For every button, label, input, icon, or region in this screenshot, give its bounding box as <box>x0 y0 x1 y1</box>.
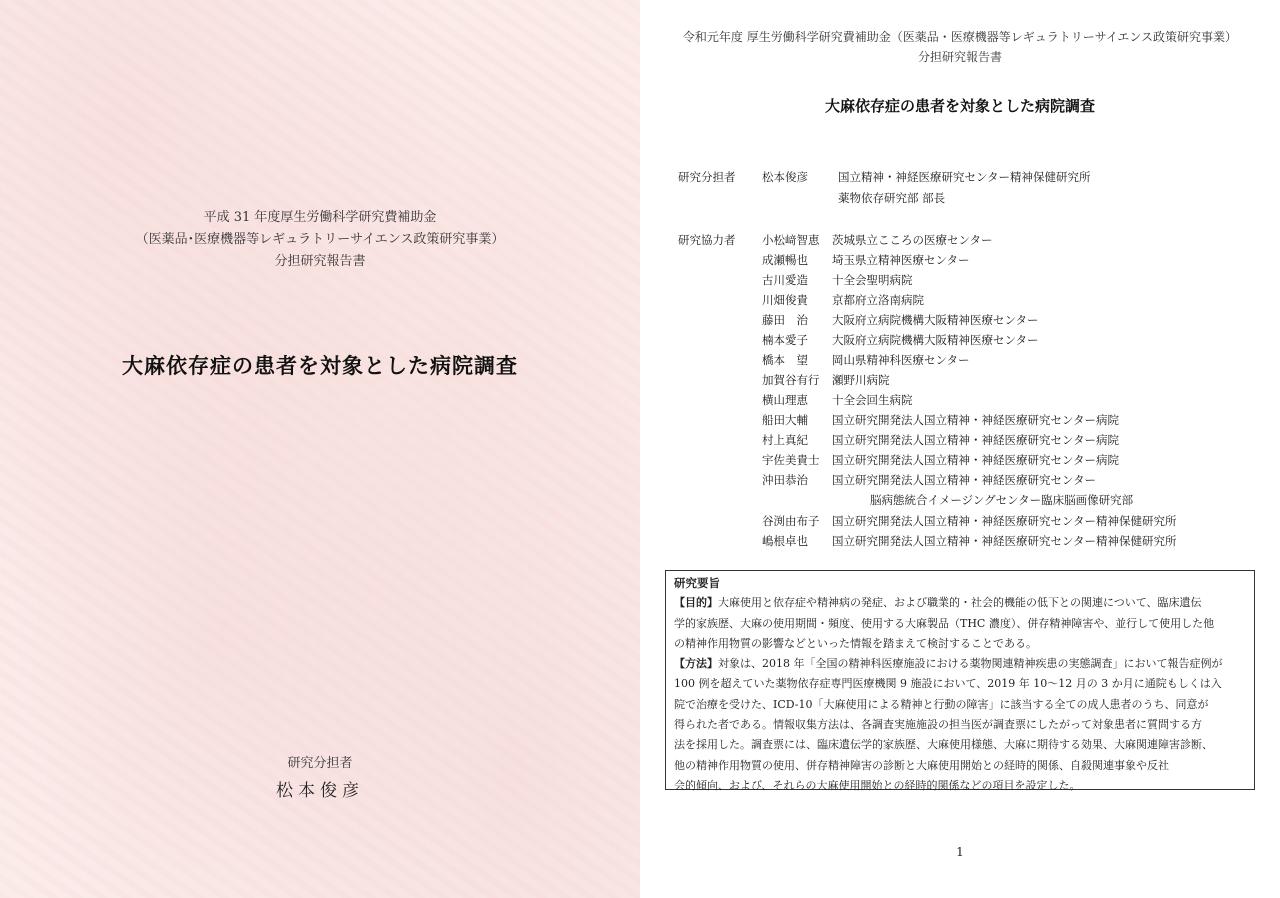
report-page <box>640 0 1280 898</box>
cover-grant-line-2: （医薬品･医療機器等レギュラトリーサイエンス政策研究事業） <box>135 232 505 247</box>
collaborator-name: 谷渕由布子 <box>762 514 820 528</box>
summary-line <box>674 654 1246 674</box>
cover-author-name: 松本俊彦 <box>276 781 364 801</box>
lead-label: 研究分担者 <box>678 170 736 184</box>
collaborator-name: 村上真紀 <box>762 433 808 447</box>
collaborator-name: 宇佐美貴士 <box>762 453 820 467</box>
collaborator-name: 横山理恵 <box>762 393 808 407</box>
collaborator-name: 小松﨑智恵 <box>762 233 820 247</box>
collaborator-affiliation: 大阪府立病院機構大阪精神医療センター <box>832 313 1039 327</box>
collaborator-affiliation: 十全会回生病院 <box>832 393 913 407</box>
summary-line: 院で治療を受けた、ICD-10「大麻使用による精神と行動の障害」に該当する全ての成人患者のうち、同意が <box>674 697 1209 711</box>
collaborator-name: 藤田 治 <box>762 313 808 327</box>
summary-line: 他の精神作用物質の使用、併存精神障害の診断と大麻使用開始との経時的関係、自殺関連事象や反社 <box>674 758 1169 772</box>
cover-grant-line-3: 分担研究報告書 <box>274 254 366 269</box>
collaborator-name: 川畑俊貴 <box>762 293 808 307</box>
cover-grant-line-1: 平成 31 年度厚生労働科学研究費補助金 <box>203 210 437 225</box>
purpose-text: 大麻使用と依存症や精神病の発症、および職業的・社会的機能の低下との関連について、臨床遺伝 <box>718 596 1202 610</box>
cover-author-role: 研究分担者 <box>287 756 353 771</box>
collaborator-name: 嶋根卓也 <box>762 534 808 548</box>
collaborator-affiliation: 瀬野川病院 <box>832 373 890 387</box>
collaborator-affiliation: 脳病態統合イメージングセンター臨床脳画像研究部 <box>870 493 1134 507</box>
lead-position: 薬物依存研究部 部長 <box>838 191 946 205</box>
lead-name: 松本俊彦 <box>762 170 808 184</box>
method-label: 【方法】 <box>674 657 718 671</box>
collaborator-name: 加賀谷有行 <box>762 373 820 387</box>
research-summary-box <box>665 570 1255 790</box>
report-header-grant: 令和元年度 厚生労働科学研究費補助金（医薬品・医療機器等レギュラトリーサイエンス政策研究事業） <box>682 30 1238 44</box>
collaborators-label: 研究協力者 <box>678 233 736 247</box>
summary-heading: 研究要旨 <box>674 576 720 590</box>
report-header-type: 分担研究報告書 <box>917 50 1002 64</box>
collaborator-affiliation: 国立研究開発法人国立精神・神経医療研究センター <box>832 473 1097 487</box>
collaborator-name: 沖田恭治 <box>762 473 808 487</box>
summary-line: 学的家族歴、大麻の使用期間・頻度、使用する大麻製品（THC 濃度）、併存精神障害や、並行して使用した他 <box>674 616 1215 630</box>
collaborator-affiliation: 大阪府立病院機構大阪精神医療センター <box>832 333 1039 347</box>
collaborator-name: 古川愛造 <box>762 273 808 287</box>
collaborator-name: 楠本愛子 <box>762 333 808 347</box>
collaborator-affiliation: 京都府立洛南病院 <box>832 293 924 307</box>
report-title: 大麻依存症の患者を対象とした病院調査 <box>824 97 1095 115</box>
summary-line: 法を採用した。調査票には、臨床遺伝学的家族歴、大麻使用様態、大麻に期待する効果、大麻関連障害診断、 <box>674 738 1213 752</box>
page-number: 1 <box>956 845 964 859</box>
collaborator-affiliation: 国立研究開発法人国立精神・神経医療研究センター病院 <box>832 413 1120 427</box>
summary-line <box>674 593 1246 613</box>
summary-line: 100 例を超えていた薬物依存症専門医療機関 9 施設において、2019 年 10～12 月の 3 か月に通院もしくは入 <box>674 677 1222 691</box>
summary-line: 会的傾向、および、それらの大麻使用開始との経時的関係などの項目を設定した。 <box>674 778 1081 792</box>
collaborator-affiliation: 国立研究開発法人国立精神・神経医療研究センター精神保健研究所 <box>832 534 1177 548</box>
lead-affiliation: 国立精神・神経医療研究センター精神保健研究所 <box>838 170 1091 184</box>
collaborator-affiliation: 岡山県精神科医療センター <box>832 353 970 367</box>
collaborator-affiliation: 茨城県立こころの医療センター <box>832 233 993 247</box>
summary-line: の精神作用物質の影響などといった情報を踏まえて検討することである。 <box>674 636 1037 650</box>
collaborator-affiliation: 埼玉県立精神医療センター <box>832 253 970 267</box>
collaborator-affiliation: 国立研究開発法人国立精神・神経医療研究センター病院 <box>832 433 1120 447</box>
collaborator-name: 成瀬暢也 <box>762 253 808 267</box>
collaborator-name: 船田大輔 <box>762 413 808 427</box>
method-text: 対象は、2018 年「全国の精神科医療施設における薬物関連精神疾患の実態調査」において報告症例が <box>718 657 1223 671</box>
collaborator-affiliation: 十全会聖明病院 <box>832 273 913 287</box>
collaborator-affiliation: 国立研究開発法人国立精神・神経医療研究センター精神保健研究所 <box>832 514 1177 528</box>
collaborator-affiliation: 国立研究開発法人国立精神・神経医療研究センター病院 <box>832 453 1120 467</box>
purpose-label: 【目的】 <box>674 596 718 610</box>
collaborator-name: 橋本 望 <box>762 353 808 367</box>
summary-line: 得られた者である。情報収集方法は、各調査実施施設の担当医が調査票にしたがって対象患者に質問する方 <box>674 718 1202 732</box>
cover-title: 大麻依存症の患者を対象とした病院調査 <box>122 353 518 378</box>
